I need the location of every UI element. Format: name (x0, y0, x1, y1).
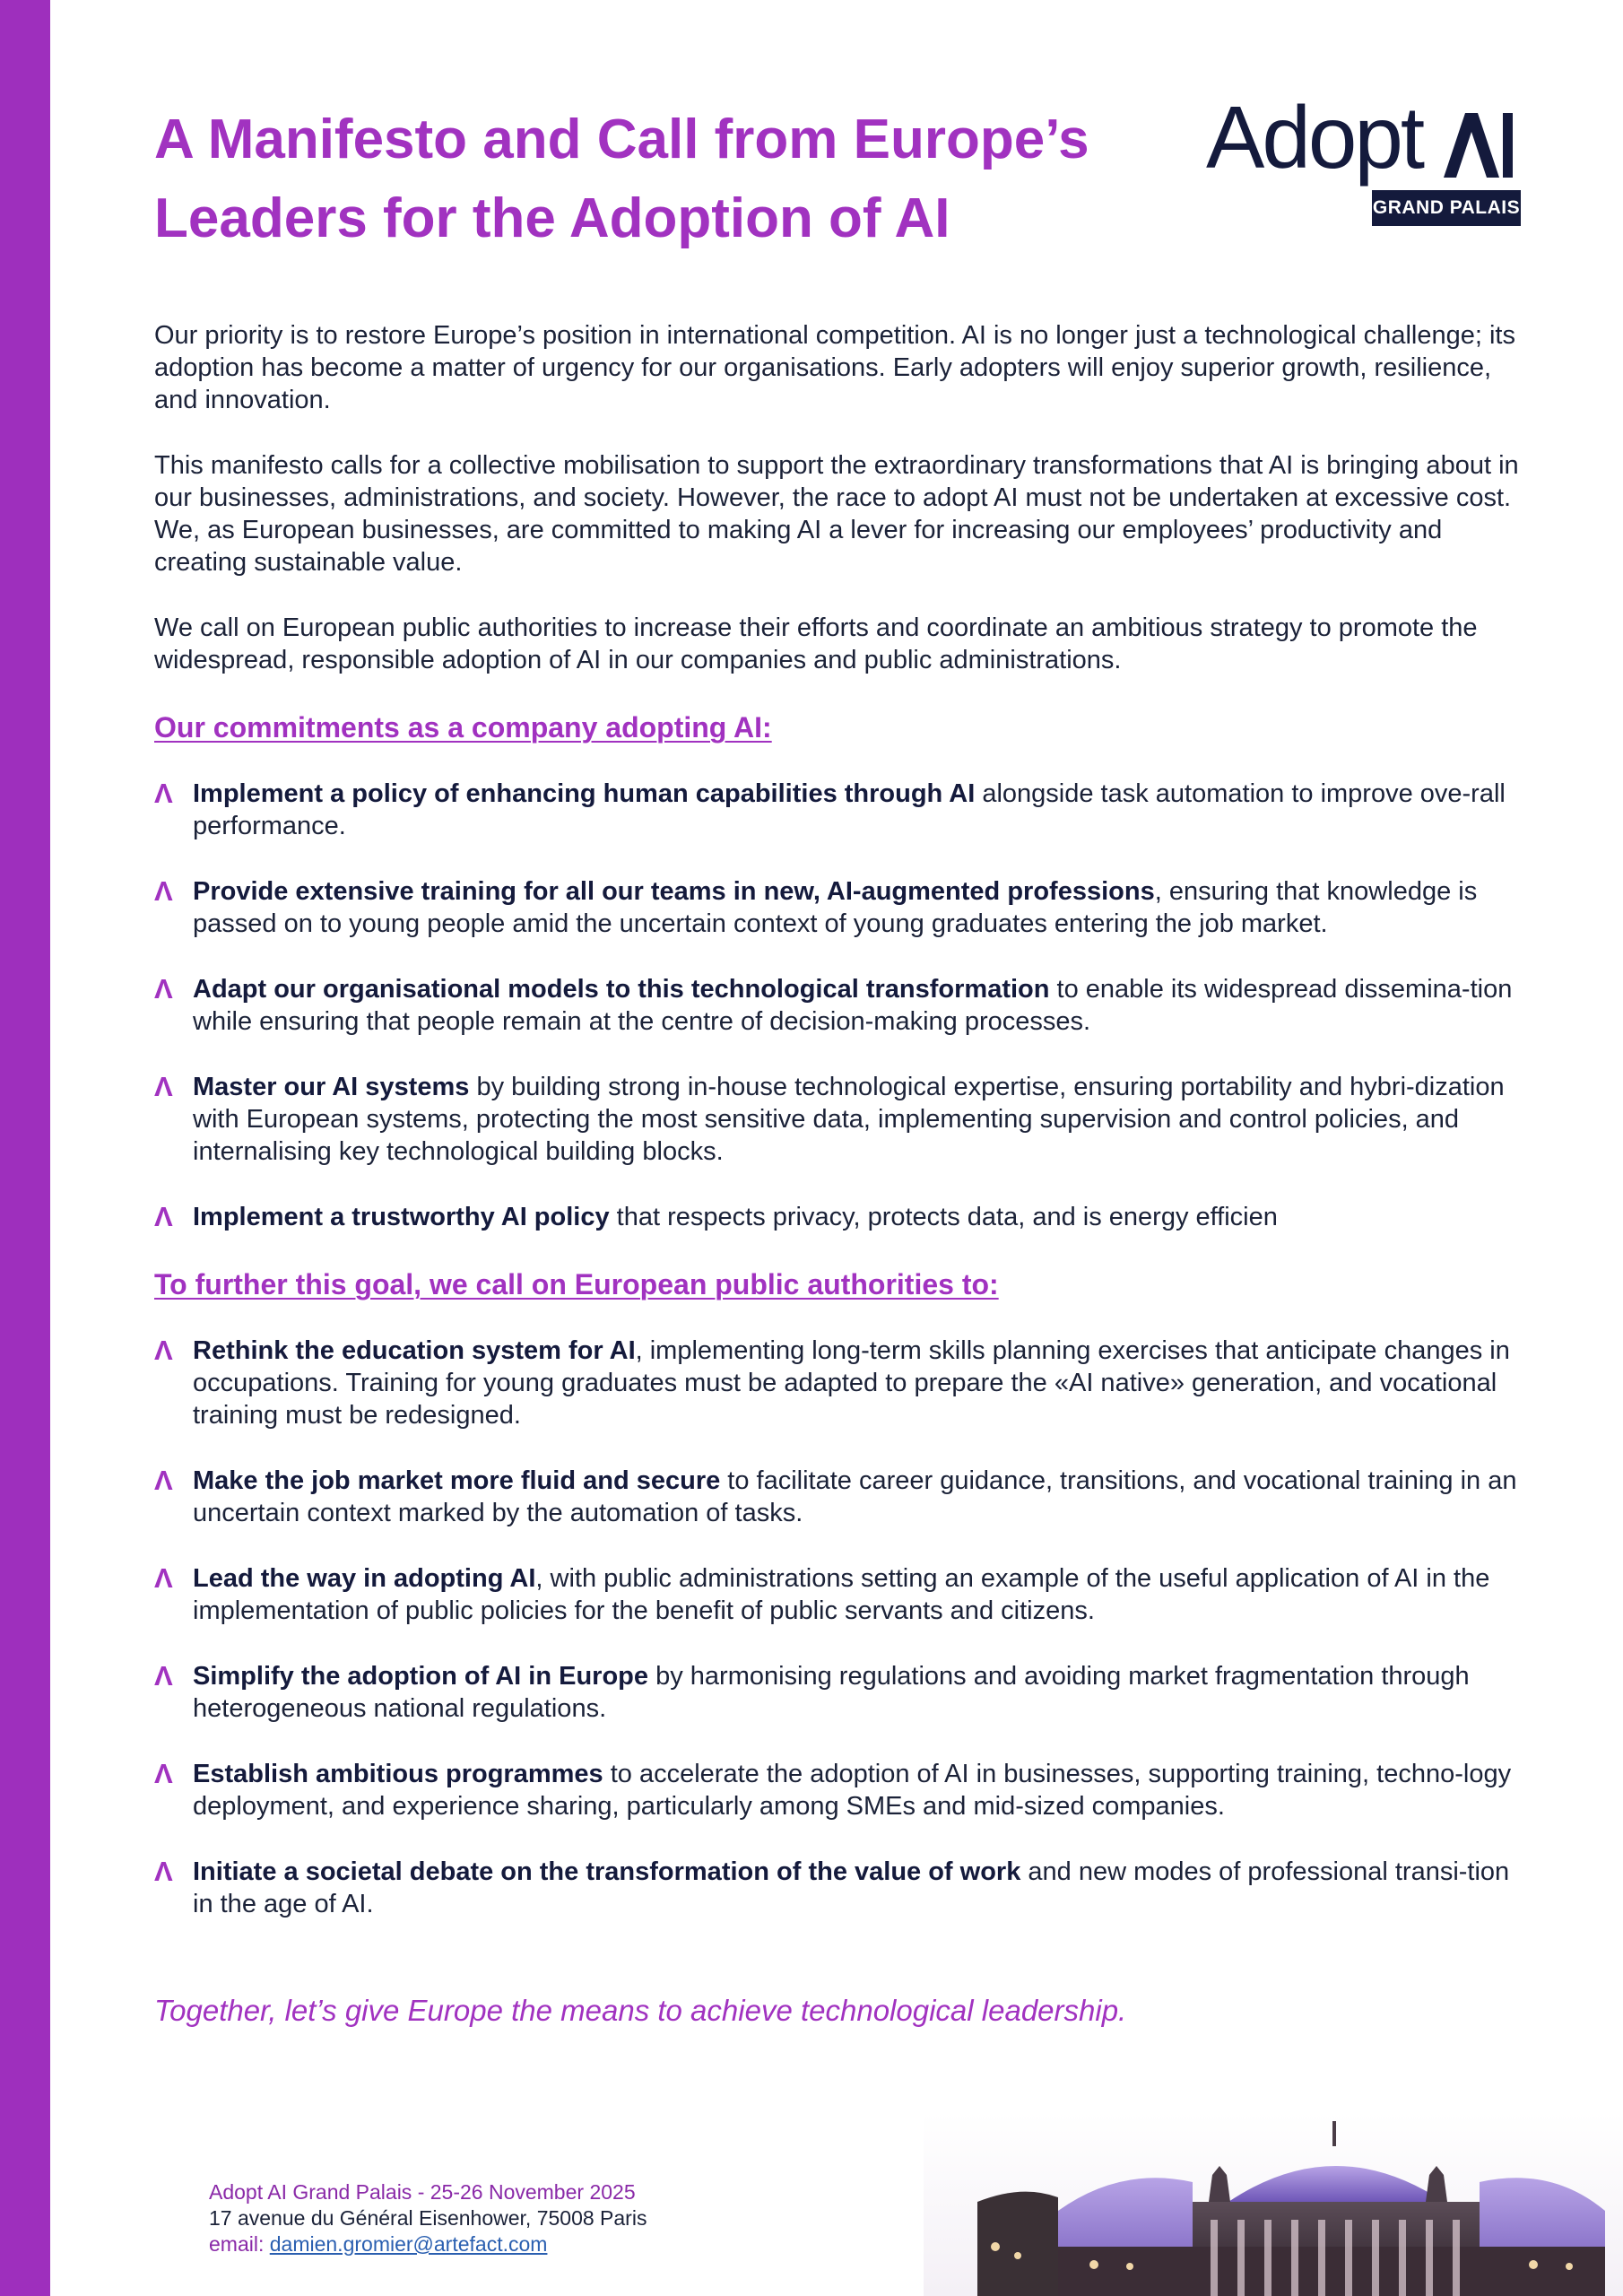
calls-item-text: by harmonising regulations and avoiding market fragmentation through heterogeneous national regulations. (193, 1662, 1470, 1723)
commitments-item-text: by building strong in-house technological expertise, ensuring portability and hybri-dization with European systems, protecting the most sensitive data, implementing supervision and control policies, and internalising key technological building blocks. (193, 1073, 1505, 1166)
intro-paragraph-1: Our priority is to restore Europe’s position in international competition. AI is no longer just a technological challenge; its adoption has become a matter of urgency for our organisations. Early adopters will enjoy superior growth, resilience, and innovation. (154, 321, 1515, 414)
calls-item-text: and new modes of professional transi-tion in the age of AI. (193, 1857, 1510, 1918)
commitments-item-text: alongside task automation to improve ove-rall performance. (193, 779, 1506, 840)
commitments-item-lead: Master our AI systems (193, 1073, 470, 1101)
footer-address: 17 avenue du Général Eisenhower, 75008 Paris (209, 2206, 647, 2230)
calls-heading: To further this goal, we call on European public authorities to: (154, 1268, 999, 1300)
footer-email-label: email: (209, 2232, 270, 2256)
footer-event: Adopt AI Grand Palais - 25-26 November 2025 (209, 2180, 636, 2204)
calls-item (154, 1758, 1526, 1822)
bullet-icon: Λ (154, 1856, 173, 1887)
calls-item (154, 1856, 1526, 1920)
calls-item-text: , implementing long-term skills planning exercises that anticipate changes in occupations. Training for young graduates must be adapted to prepare the «AI native» generation, and vocational training must be redesigned. (193, 1336, 1510, 1430)
title-line-1: A Manifesto and Call from Europe’s (154, 109, 1089, 170)
bullet-icon: Λ (154, 973, 173, 1004)
calls-item (154, 1660, 1526, 1725)
calls-item-lead: Lead the way in adopting AI (193, 1564, 536, 1593)
calls-item-text: to accelerate the adoption of AI in businesses, supporting training, techno-logy deployment, and experience sharing, particularly among SMEs and mid-sized companies. (193, 1760, 1512, 1821)
commitments-item-lead: Adapt our organisational models to this technological transformation (193, 975, 1050, 1004)
calls-item (154, 1465, 1526, 1529)
grand-palais-illustration (924, 2112, 1623, 2296)
commitments-item-lead: Implement a trustworthy AI policy (193, 1203, 610, 1231)
bullet-icon: Λ (154, 875, 173, 907)
footer-contact (209, 2179, 647, 2257)
commitments-list (154, 778, 1526, 1233)
logo-ai-mark (1442, 113, 1514, 178)
bullet-icon: Λ (154, 1071, 173, 1102)
commitments-item (154, 778, 1526, 842)
adopt-ai-logo (1202, 88, 1524, 231)
calls-item-lead: Make the job market more fluid and secure (193, 1466, 721, 1495)
page-title (154, 100, 1159, 258)
calls-item-lead: Rethink the education system for AI (193, 1336, 636, 1365)
commitments-item (154, 1071, 1526, 1168)
bullet-icon: Λ (154, 1758, 173, 1789)
bullet-icon: Λ (154, 1335, 173, 1366)
calls-item-text: , with public administrations setting an example of the useful application of AI in the implementation of public policies for the benefit of public servants and citizens. (193, 1564, 1490, 1625)
bullet-icon: Λ (154, 1201, 173, 1232)
bullet-icon: Λ (154, 1465, 173, 1496)
logo-badge: GRAND PALAIS (1372, 190, 1521, 226)
commitments-item-lead: Provide extensive training for all our teams in new, AI-augmented professions (193, 877, 1155, 906)
bullet-icon: Λ (154, 1562, 173, 1594)
commitments-item-lead: Implement a policy of enhancing human capabilities through AI (193, 779, 976, 808)
manifesto-body (154, 319, 1526, 1953)
commitments-item-text: to enable its widespread dissemina-tion while ensuring that people remain at the centre of decision-making processes. (193, 975, 1513, 1036)
commitments-heading: Our commitments as a company adopting AI: (154, 711, 772, 744)
bullet-icon: Λ (154, 1660, 173, 1692)
title-line-2: Leaders for the Adoption of AI (154, 187, 950, 249)
commitments-item (154, 875, 1526, 940)
footer-email-link[interactable]: damien.gromier@artefact.com (269, 2232, 548, 2256)
bullet-icon: Λ (154, 778, 173, 809)
calls-item (154, 1562, 1526, 1627)
intro-paragraph-3: We call on European public authorities to increase their efforts and coordinate an ambitious strategy to promote the widespread, responsible adoption of AI in our companies and public administrations. (154, 613, 1478, 674)
commitments-item (154, 1201, 1526, 1233)
footer-email-line (209, 2231, 647, 2257)
accent-sidebar (0, 0, 50, 2296)
calls-item-lead: Establish ambitious programmes (193, 1760, 603, 1788)
calls-list (154, 1335, 1526, 1920)
calls-item-text: to facilitate career guidance, transitions, and vocational training in an uncertain context marked by the automation of tasks. (193, 1466, 1517, 1527)
calls-item-lead: Simplify the adoption of AI in Europe (193, 1662, 649, 1691)
commitments-item-text: , ensuring that knowledge is passed on to young people amid the uncertain context of young graduates entering the job market. (193, 877, 1478, 938)
calls-item (154, 1335, 1526, 1431)
closing-statement: Together, let’s give Europe the means to achieve technological leadership. (154, 1994, 1127, 2027)
commitments-item-text: that respects privacy, protects data, and is energy efficien (609, 1203, 1278, 1231)
intro-paragraph-2: This manifesto calls for a collective mobilisation to support the extraordinary transformations that AI is bringing about in our businesses, administrations, and society. However, the race to adopt AI must not be undertaken at excessive cost. We, as European businesses, are committed to making AI a lever for increasing our employees’ productivity and creating sustainable value. (154, 451, 1519, 577)
logo-wordmark: Adopt (1206, 88, 1423, 187)
calls-item-lead: Initiate a societal debate on the transformation of the value of work (193, 1857, 1021, 1886)
commitments-item (154, 973, 1526, 1038)
